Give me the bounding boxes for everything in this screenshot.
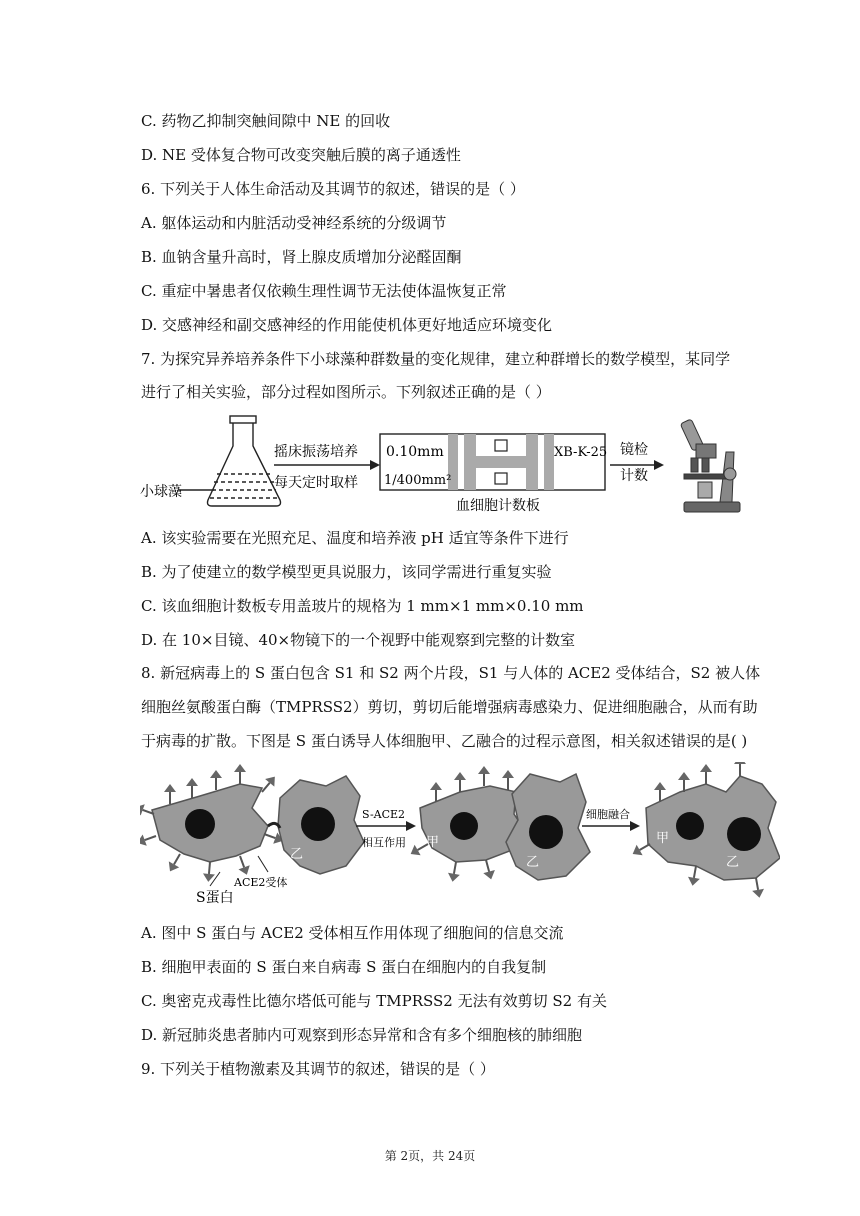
algae-label: 小球藻 bbox=[140, 484, 182, 500]
question-8-line1: 8. 新冠病毒上的 S 蛋白包含 S1 和 S2 两个片段，S1 与人体的 ACE2 受体结合，S2 被人体 bbox=[141, 664, 761, 682]
question-9: 9. 下列关于植物激素及其调节的叙述，错误的是（ ） bbox=[141, 1060, 495, 1078]
page-footer: 第 2页，共 24页 bbox=[384, 1149, 476, 1163]
question-8-line3: 于病毒的扩散。下图是 S 蛋白诱导人体细胞甲、乙融合的过程示意图，相关叙述错误的是( ) bbox=[141, 732, 748, 750]
figure-q7 bbox=[140, 412, 750, 518]
question-7-line2: 进行了相关实验，部分过程如图所示。下列叙述正确的是（ ） bbox=[141, 383, 551, 401]
question-6: 6. 下列关于人体生命活动及其调节的叙述，错误的是（ ） bbox=[141, 180, 525, 198]
arrow1-label-bottom: 相互作用 bbox=[362, 836, 406, 849]
option-c-q6: C. 重症中暑患者仅依赖生理性调节无法使体温恢复正常 bbox=[141, 282, 507, 300]
option-d-q6: D. 交感神经和副交感神经的作用能使机体更好地适应环境变化 bbox=[141, 316, 553, 334]
cell-b-label: 乙 bbox=[290, 847, 304, 862]
option-a-q6: A. 躯体运动和内脏活动受神经系统的分级调节 bbox=[141, 214, 447, 232]
arrow2-label-top: 细胞融合 bbox=[586, 808, 630, 821]
option-d-q7: D. 在 10×目镜、40×物镜下的一个视野中能观察到完整的计数室 bbox=[141, 631, 576, 649]
option-b-q8: B. 细胞甲表面的 S 蛋白来自病毒 S 蛋白在细胞内的自我复制 bbox=[141, 958, 547, 976]
cell-a-label-2: 甲 bbox=[426, 835, 440, 850]
cell-a-label: 甲 bbox=[152, 845, 166, 860]
option-a-q7: A. 该实验需要在光照充足、温度和培养液 pH 适宜等条件下进行 bbox=[141, 529, 569, 547]
arrow1-label-top: S-ACE2 bbox=[362, 808, 406, 821]
arrow-icon bbox=[370, 460, 380, 470]
flask-icon bbox=[178, 416, 281, 506]
option-c-q7: C. 该血细胞计数板专用盖玻片的规格为 1 mm×1 mm×0.10 mm bbox=[141, 597, 584, 615]
option-b-q7: B. 为了使建立的数学模型更具说服力，该同学需进行重复实验 bbox=[141, 563, 552, 581]
arrow-icon bbox=[654, 460, 664, 470]
arrow-icon bbox=[630, 821, 640, 831]
cells-stage2 bbox=[408, 766, 590, 883]
area-label: 1/400mm² bbox=[384, 473, 452, 488]
s-protein-label: S蛋白 bbox=[196, 890, 234, 906]
option-d-q8: D. 新冠肺炎患者肺内可观察到形态异常和含有多个细胞核的肺细胞 bbox=[141, 1026, 583, 1044]
cell-b-stage1 bbox=[268, 776, 364, 874]
model-label: XB-K-25 bbox=[554, 445, 608, 460]
option-c-q8: C. 奥密克戎毒性比德尔塔低可能与 TMPRSS2 无法有效剪切 S2 有关 bbox=[141, 992, 607, 1010]
option-b-q6: B. 血钠含量升高时，肾上腺皮质增加分泌醛固酮 bbox=[141, 248, 462, 266]
question-8-line2: 细胞丝氨酸蛋白酶（TMPRSS2）剪切，剪切后能增强病毒感染力、促进细胞融合，从而有助 bbox=[141, 698, 758, 716]
check-label-bottom: 计数 bbox=[620, 468, 648, 484]
option-c-q5: C. 药物乙抑制突触间隙中 NE 的回收 bbox=[141, 112, 391, 130]
arrow-label-top: 摇床振荡培养 bbox=[274, 444, 358, 460]
check-label-top: 镜检 bbox=[620, 442, 648, 458]
option-a-q8: A. 图中 S 蛋白与 ACE2 受体相互作用体现了细胞间的信息交流 bbox=[141, 924, 564, 942]
arrow-label-bottom: 每天定时取样 bbox=[274, 475, 358, 491]
receptor-label: ACE2受体 bbox=[234, 876, 288, 889]
cell-a-label-3: 甲 bbox=[656, 831, 670, 846]
figure-q8 bbox=[140, 762, 780, 912]
board-caption: 血细胞计数板 bbox=[456, 498, 540, 514]
option-d-q5: D. NE 受体复合物可改变突触后膜的离子通透性 bbox=[141, 146, 461, 164]
question-7-line1: 7. 为探究异养培养条件下小球藻种群数量的变化规律，建立种群增长的数学模型，某同学 bbox=[141, 350, 731, 368]
cell-b-label-2: 乙 bbox=[526, 855, 540, 870]
cells-stage3 bbox=[630, 762, 780, 899]
depth-label: 0.10mm bbox=[386, 444, 444, 460]
microscope-icon bbox=[680, 419, 740, 512]
arrow-icon bbox=[406, 821, 416, 831]
cell-b-label-3: 乙 bbox=[726, 855, 740, 870]
